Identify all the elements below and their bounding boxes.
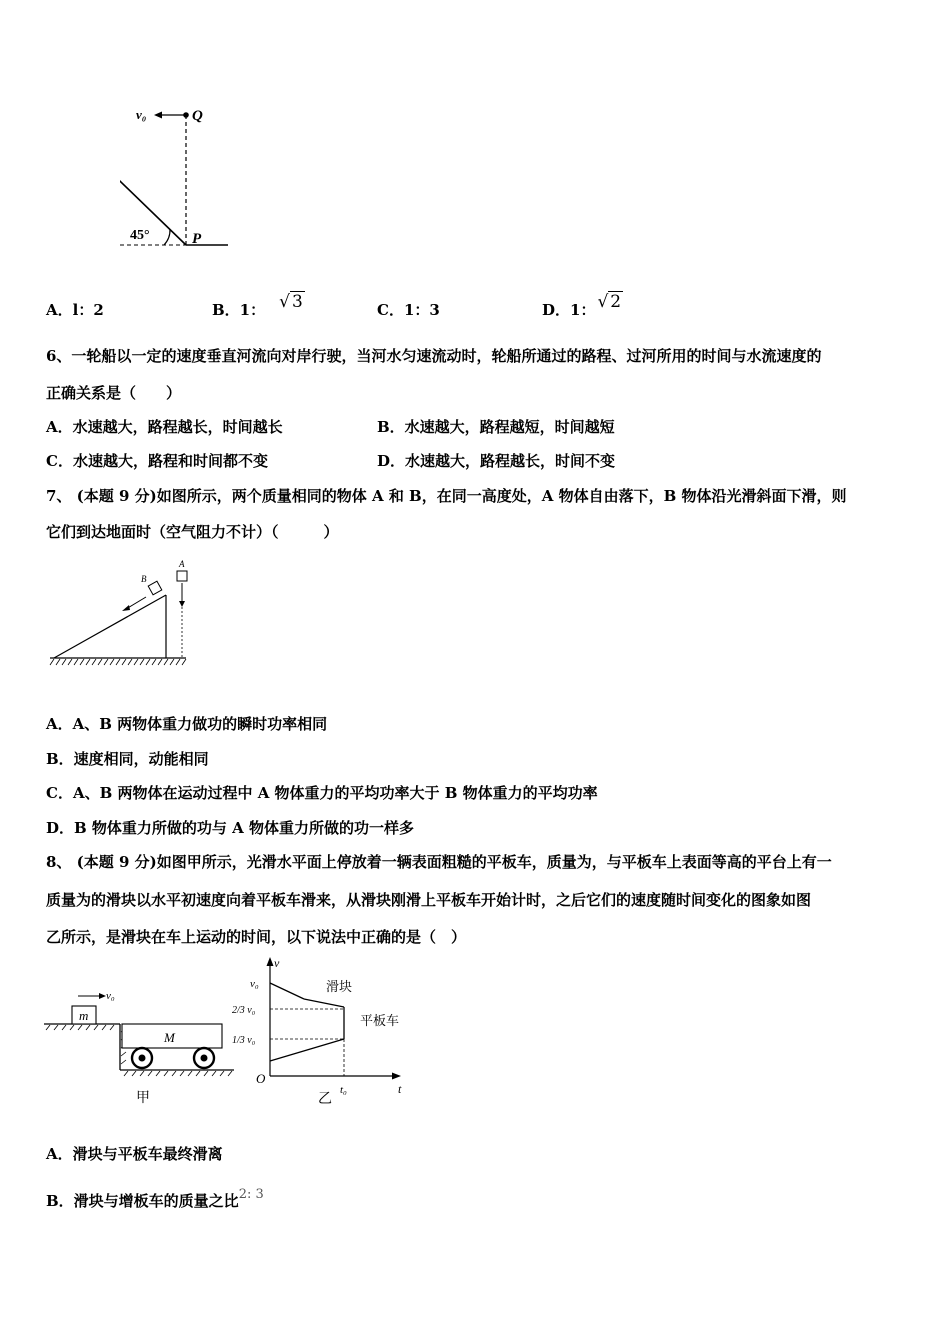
angle-label: 45° — [130, 228, 150, 243]
q6-option-d: D．水速越大，路程越长，时间不变 — [377, 452, 616, 470]
q7-stem-line2: 它们到达地面时（空气阻力不计）（ ） — [46, 523, 339, 541]
axis-v-label: v — [274, 956, 280, 970]
figure-jia-cart — [44, 982, 244, 1107]
slider-mass-label: m — [79, 1008, 89, 1023]
cart-mass-label: M — [164, 1030, 175, 1045]
q7-stem-line1: 7、 (本题 9 分)如图所示，两个质量相同的物体 A 和 B，在同一高度处，A 物体自由落下，B 物体沿光滑斜面下滑，则 — [46, 487, 847, 505]
q6-option-a: A．水速越大，路程越长，时间越长 — [46, 418, 283, 436]
q6-stem-line2: 正确关系是（ ） — [46, 384, 182, 402]
q8-stem-line2: 质量为的滑块以水平初速度向着平板车滑来，从滑块刚滑上平板车开始计时，之后它们的速度随时间变化的图象如图 — [46, 891, 812, 909]
figure-incline-45 — [120, 95, 240, 255]
q8-option-b: B．滑块与增板车的质量之比2: 3 — [46, 1187, 264, 1210]
q7-option-b: B．速度相同，动能相同 — [46, 750, 209, 768]
origin-label: O — [256, 1071, 266, 1086]
q7-option-c: C．A、B 两物体在运动过程中 A 物体重力的平均功率大于 B 物体重力的平均功率 — [46, 784, 598, 802]
mass-ratio: 2: 3 — [238, 1187, 264, 1202]
body-b-label: B — [141, 574, 147, 584]
two-thirds-v0-label: 2/3 v₀ — [232, 1005, 256, 1016]
one-third-v0-label: 1/3 v₀ — [232, 1035, 256, 1046]
slider-curve-label: 滑块 — [326, 979, 353, 994]
q6-stem-line1: 6、一轮船以一定的速度垂直河流向对岸行驶，当河水匀速流动时，轮船所通过的路程、过河所用的时间与水流速度的 — [46, 347, 822, 365]
point-p-label: P — [192, 231, 202, 247]
v0-label: v₀ — [136, 107, 147, 122]
t0-label: t₀ — [340, 1084, 347, 1096]
figure-incline-freefall — [46, 555, 206, 670]
yi-v0-label: v₀ — [250, 978, 259, 990]
q6-option-b: B．水速越大，路程越短，时间越短 — [377, 418, 615, 436]
figure-yi-vt-graph — [232, 953, 417, 1108]
jia-v0-label: v₀ — [106, 990, 115, 1002]
q8-stem-line1: 8、 (本题 9 分)如图甲所示，光滑水平面上停放着一辆表面粗糙的平板车，质量为，与平板车上表面等高的平台上有一 — [46, 853, 832, 871]
body-a-label: A — [179, 559, 185, 569]
cart-curve-label: 平板车 — [360, 1013, 400, 1028]
axis-t-label: t — [398, 1082, 402, 1096]
q8-option-a: A．滑块与平板车最终滑离 — [46, 1145, 223, 1163]
q7-option-d: D．B 物体重力所做的功与 A 物体重力所做的功一样多 — [46, 819, 414, 837]
figure-yi-caption: 乙 — [318, 1092, 332, 1107]
point-q-label: Q — [192, 108, 203, 124]
q6-option-c: C．水速越大，路程和时间都不变 — [46, 452, 268, 470]
q5-option-c: C．1：3 — [377, 301, 440, 319]
q5-option-d: D．1： √ 2 — [542, 292, 622, 319]
q5-option-a: A．l：2 — [46, 301, 104, 319]
q5-option-b: B．1： √ 3 — [212, 292, 303, 319]
q7-option-a: A．A、B 两物体重力做功的瞬时功率相同 — [46, 715, 328, 733]
figure-jia-caption: 甲 — [136, 1091, 150, 1106]
q8-stem-line3: 乙所示，是滑块在车上运动的时间，以下说法中正确的是（ ） — [46, 928, 467, 946]
